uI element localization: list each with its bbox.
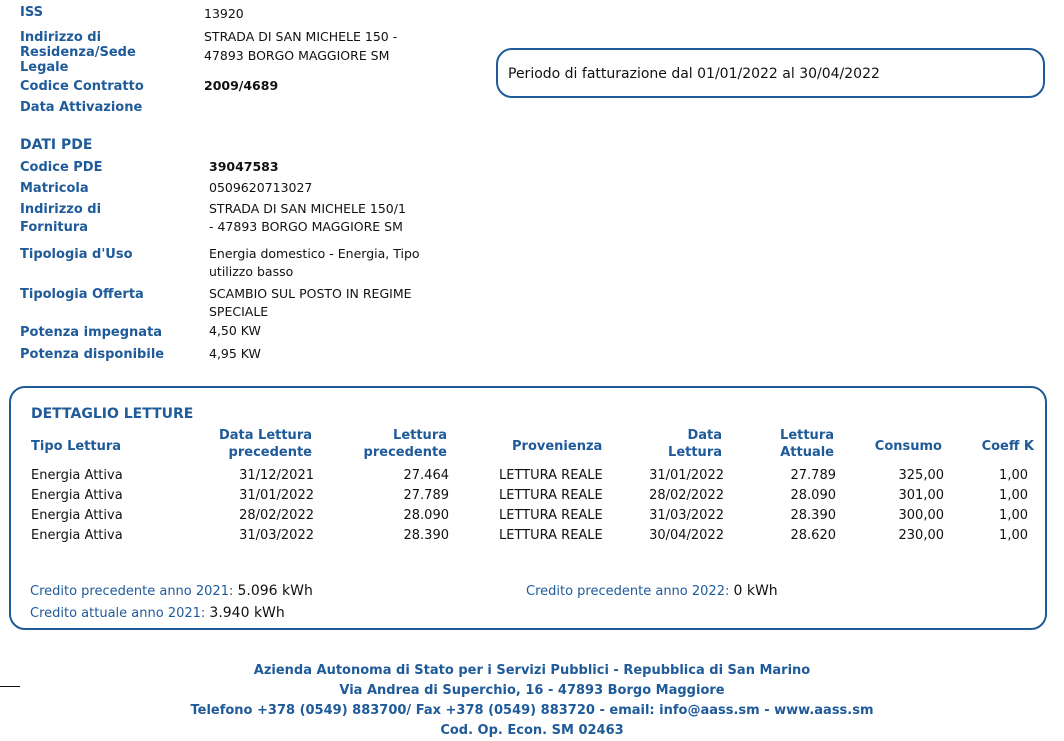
billing-period-text: Periodo di fatturazione dal 01/01/2022 al 30/04/2022 <box>508 66 880 82</box>
row-3-current: 28.390 <box>790 508 836 523</box>
row-4-source: LETTURA REALE <box>499 528 603 543</box>
supply-address-label-line1: Indirizzo di <box>20 202 102 217</box>
usage-type-value-line1: Energia domestico - Energia, Tipo <box>209 246 420 261</box>
credit-prev-2022-value: 0 kWh <box>733 583 778 599</box>
row-2-date: 28/02/2022 <box>649 488 724 503</box>
pde-code-value: 39047583 <box>209 159 279 174</box>
header-reading-type: Tipo Lettura <box>31 439 122 454</box>
row-3-prev-date: 28/02/2022 <box>239 508 314 523</box>
header-prev-reading-line2: precedente <box>363 445 447 460</box>
header-prev-date-line1: Data Lettura <box>218 428 312 443</box>
supply-address-value-line2: - 47893 BORGO MAGGIORE SM <box>209 219 403 234</box>
credit-prev-2021-value: 5.096 kWh <box>237 583 313 599</box>
address-value-line2: 47893 BORGO MAGGIORE SM <box>204 48 390 63</box>
address-label-line3: Legale <box>20 60 69 75</box>
row-4-current: 28.620 <box>790 528 836 543</box>
header-current-line1: Lettura <box>780 428 834 443</box>
serial-value: 0509620713027 <box>209 180 313 195</box>
activation-label: Data Attivazione <box>20 100 143 115</box>
row-1-date: 31/01/2022 <box>649 468 724 483</box>
row-2-prev-date: 31/01/2022 <box>239 488 314 503</box>
readings-section-title: DETTAGLIO LETTURE <box>31 406 194 422</box>
row-3-type: Energia Attiva <box>31 508 123 523</box>
pde-code-label: Codice PDE <box>20 160 103 175</box>
row-4-coeff: 1,00 <box>999 528 1028 543</box>
header-date-line2: Lettura <box>668 445 722 460</box>
credit-current-2021-label: Credito attuale anno 2021: <box>30 606 210 621</box>
header-prev-date <box>190 427 312 461</box>
row-2-coeff: 1,00 <box>999 488 1028 503</box>
credit-prev-2021-label: Credito precedente anno 2021: <box>30 584 238 599</box>
row-2-prev-reading: 27.789 <box>403 488 449 503</box>
address-value-line1: STRADA DI SAN MICHELE 150 - <box>204 29 398 44</box>
offer-type-value-line1: SCAMBIO SUL POSTO IN REGIME <box>209 286 412 301</box>
row-1-coeff: 1,00 <box>999 468 1028 483</box>
row-4-consumption: 230,00 <box>898 528 944 543</box>
header-prev-date-line2: precedente <box>228 445 312 460</box>
footer-company: Azienda Autonoma di Stato per i Servizi Pubblici - Repubblica di San Marino <box>253 663 811 678</box>
iss-label: ISS <box>20 5 43 20</box>
available-power-value: 4,95 KW <box>209 346 261 361</box>
row-2-type: Energia Attiva <box>31 488 123 503</box>
header-date <box>640 427 722 461</box>
contract-label: Codice Contratto <box>20 79 144 94</box>
offer-type-label: Tipologia Offerta <box>20 287 144 302</box>
row-1-prev-reading: 27.464 <box>403 468 449 483</box>
header-prev-reading <box>340 427 447 461</box>
credit-prev-2022-label: Credito precedente anno 2022: <box>526 584 734 599</box>
serial-label: Matricola <box>20 181 89 196</box>
row-1-prev-date: 31/12/2021 <box>239 468 314 483</box>
header-current-line2: Attuale <box>780 445 834 460</box>
row-2-consumption: 301,00 <box>898 488 944 503</box>
row-4-date: 30/04/2022 <box>649 528 724 543</box>
row-1-source: LETTURA REALE <box>499 468 603 483</box>
row-2-source: LETTURA REALE <box>499 488 603 503</box>
header-date-line1: Data <box>687 428 722 443</box>
row-4-prev-date: 31/03/2022 <box>239 528 314 543</box>
row-3-consumption: 300,00 <box>898 508 944 523</box>
row-1-current: 27.789 <box>790 468 836 483</box>
address-label-line2: Residenza/Sede <box>20 45 136 60</box>
credit-prev-2022 <box>526 583 778 599</box>
offer-type-value-line2: SPECIALE <box>209 304 269 319</box>
committed-power-value: 4,50 KW <box>209 323 261 338</box>
committed-power-label: Potenza impegnata <box>20 325 163 340</box>
supply-address-label-line2: Fornitura <box>20 220 89 235</box>
usage-type-value-line2: utilizzo basso <box>209 264 294 279</box>
row-2-current: 28.090 <box>790 488 836 503</box>
row-3-prev-reading: 28.090 <box>403 508 449 523</box>
address-label-line1: Indirizzo di <box>20 30 102 45</box>
header-source: Provenienza <box>512 439 603 454</box>
row-3-coeff: 1,00 <box>999 508 1028 523</box>
iss-value: 13920 <box>204 6 244 21</box>
footer-address: Via Andrea di Superchio, 16 - 47893 Borgo Maggiore <box>339 683 725 698</box>
billing-period-box <box>496 48 1045 98</box>
row-1-consumption: 325,00 <box>898 468 944 483</box>
footer-contacts: Telefono +378 (0549) 883700/ Fax +378 (0549) 883720 - email: info@aass.sm - www.aass.sm <box>190 703 874 718</box>
pde-section-title: DATI PDE <box>20 137 93 153</box>
usage-type-label: Tipologia d'Uso <box>20 247 133 262</box>
credit-current-2021-value: 3.940 kWh <box>209 605 285 621</box>
row-1-type: Energia Attiva <box>31 468 123 483</box>
header-coeff: Coeff K <box>981 439 1034 454</box>
header-current <box>760 427 834 461</box>
row-4-prev-reading: 28.390 <box>403 528 449 543</box>
header-consumption: Consumo <box>874 439 942 454</box>
header-prev-reading-line1: Lettura <box>393 428 447 443</box>
available-power-label: Potenza disponibile <box>20 347 165 362</box>
footer-economic-code: Cod. Op. Econ. SM 02463 <box>440 723 624 738</box>
supply-address-value-line1: STRADA DI SAN MICHELE 150/1 <box>209 201 406 216</box>
row-3-date: 31/03/2022 <box>649 508 724 523</box>
credit-current-2021 <box>30 605 285 621</box>
row-3-source: LETTURA REALE <box>499 508 603 523</box>
contract-value: 2009/4689 <box>204 78 279 93</box>
credit-prev-2021 <box>30 583 313 599</box>
row-4-type: Energia Attiva <box>31 528 123 543</box>
